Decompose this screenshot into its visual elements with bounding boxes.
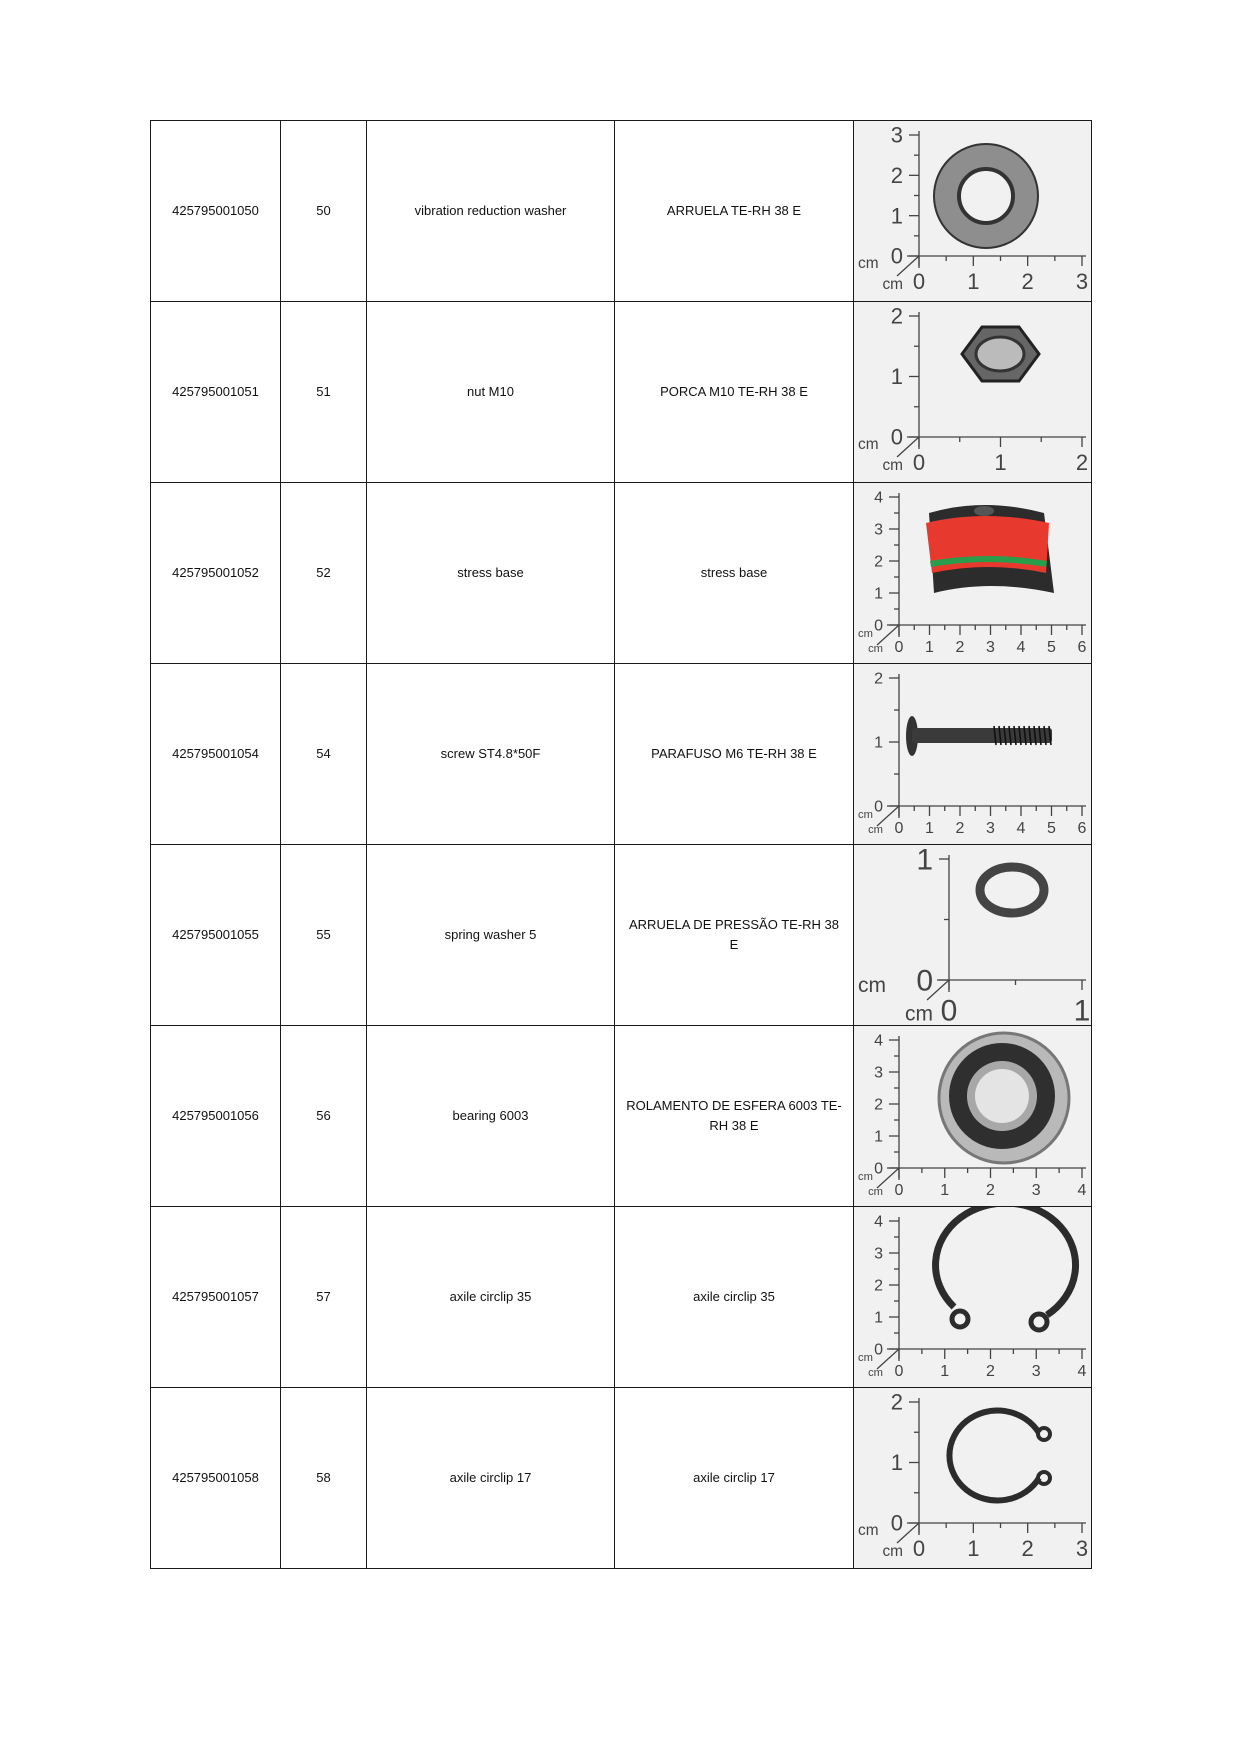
part-name-portuguese: ROLAMENTO DE ESFERA 6003 TE-RH 38 E	[626, 1098, 842, 1133]
scale-unit-label: cm	[858, 1352, 873, 1364]
scale-y-label: 0	[890, 424, 903, 450]
table-row	[151, 483, 1092, 664]
scale-x-label: 2	[1021, 268, 1034, 294]
part-name-english: axile circlip 17	[449, 1470, 532, 1485]
scale-y-label: 4	[874, 1213, 883, 1231]
table-row	[151, 1026, 1092, 1207]
table-row	[151, 302, 1092, 483]
part-name-english: stress base	[457, 565, 524, 580]
position-number-cell	[281, 121, 367, 302]
part-name-english: spring washer 5	[444, 927, 537, 942]
scale-unit-label: cm	[858, 628, 873, 640]
position-number: 52	[316, 565, 331, 580]
scale-x-label: 4	[1077, 1182, 1087, 1200]
part-name-portuguese-cell	[615, 1026, 854, 1207]
part-photo	[854, 845, 1091, 1025]
scale-x-label: 0	[912, 1535, 926, 1561]
part-photo	[854, 664, 1091, 844]
position-number-cell	[281, 664, 367, 845]
scale-x-label: 3	[986, 639, 995, 657]
scale-y-label: 2	[874, 553, 883, 571]
part-photo	[854, 121, 1091, 301]
part-name-english-cell	[367, 845, 615, 1026]
part-photo-cell	[854, 1207, 1092, 1388]
scale-y-label: 1	[916, 845, 933, 877]
scale-y-label: 0	[890, 243, 903, 269]
scale-unit-label: cm	[858, 1522, 879, 1539]
scale-unit-label: cm	[858, 255, 879, 272]
part-number-cell	[151, 664, 281, 845]
scale-y-label: 0	[874, 1341, 883, 1359]
scale-x-label: 2	[1075, 449, 1089, 475]
scale-y-label: 1	[874, 585, 883, 603]
scale-x-label: 0	[912, 268, 926, 294]
scale-x-label: 0	[912, 449, 926, 475]
part-name-portuguese: ARRUELA TE-RH 38 E	[666, 203, 802, 218]
part-name-portuguese: PORCA M10 TE-RH 38 E	[660, 384, 808, 399]
scale-x-label: 4	[1077, 1363, 1087, 1381]
scale-y-label: 4	[874, 1032, 883, 1050]
scale-x-label: 1	[994, 449, 1007, 475]
part-photo-cell	[854, 302, 1092, 483]
part-name-english-cell	[367, 483, 615, 664]
scale-y-label: 4	[874, 489, 883, 507]
stress-base-block-icon	[926, 505, 1054, 593]
part-name-english: axile circlip 35	[449, 1289, 532, 1304]
table-row	[151, 1207, 1092, 1388]
scale-x-label: 3	[1075, 268, 1089, 294]
position-number-cell	[281, 845, 367, 1026]
part-name-portuguese: axile circlip 35	[693, 1289, 775, 1304]
scale-x-label: 0	[894, 639, 904, 657]
scale-x-label: 1	[940, 1363, 950, 1381]
scale-x-label: 2	[986, 1182, 995, 1200]
scale-y-label: 1	[890, 364, 903, 390]
part-number: 425795001058	[172, 1470, 259, 1485]
scale-y-label: 3	[874, 521, 883, 539]
position-number: 56	[316, 1108, 331, 1123]
table-row	[151, 664, 1092, 845]
position-number: 54	[316, 746, 331, 761]
scale-x-label: 3	[1031, 1363, 1041, 1381]
part-name-english-cell	[367, 1026, 615, 1207]
position-number-cell	[281, 302, 367, 483]
part-photo	[854, 1026, 1091, 1206]
part-name-portuguese-cell	[615, 1207, 854, 1388]
scale-x-label: 2	[955, 820, 965, 838]
flat-washer-icon	[934, 144, 1038, 248]
scale-x-label: 4	[1016, 639, 1026, 657]
scale-y-label: 1	[890, 203, 903, 229]
scale-x-label: 1	[967, 268, 980, 294]
scale-unit-label: cm	[868, 824, 883, 837]
part-name-english: nut M10	[467, 384, 514, 399]
table-row	[151, 121, 1092, 302]
part-name-english-cell	[367, 1207, 615, 1388]
part-photo	[854, 1388, 1091, 1568]
scale-x-label: 1	[940, 1182, 950, 1200]
position-number: 57	[316, 1289, 331, 1304]
part-number: 425795001057	[172, 1289, 259, 1304]
part-name-english-cell	[367, 121, 615, 302]
scale-unit-label: cm	[868, 1186, 883, 1199]
part-name-portuguese: PARAFUSO M6 TE-RH 38 E	[651, 746, 817, 761]
position-number: 58	[316, 1470, 331, 1485]
scale-y-label: 2	[874, 1096, 883, 1114]
part-number: 425795001056	[172, 1108, 259, 1123]
scale-y-label: 3	[874, 1245, 883, 1263]
scale-unit-label: cm	[868, 643, 883, 656]
scale-x-label: 1	[1073, 994, 1091, 1025]
position-number-cell	[281, 1388, 367, 1569]
scale-y-label: 1	[874, 1128, 883, 1146]
position-number: 55	[316, 927, 331, 942]
part-name-english: bearing 6003	[452, 1108, 529, 1123]
part-number-cell	[151, 1207, 281, 1388]
part-name-english: screw ST4.8*50F	[440, 746, 541, 761]
scale-unit-label: cm	[858, 809, 873, 821]
part-number-cell	[151, 845, 281, 1026]
part-photo-cell	[854, 483, 1092, 664]
scale-x-label: 0	[894, 820, 904, 838]
part-number: 425795001051	[172, 384, 259, 399]
position-number-cell	[281, 1207, 367, 1388]
scale-x-label: 2	[955, 639, 965, 657]
part-name-english-cell	[367, 664, 615, 845]
scale-x-label: 3	[1075, 1535, 1089, 1561]
scale-x-label: 2	[986, 1363, 995, 1381]
scale-x-label: 1	[925, 820, 934, 838]
part-name-english-cell	[367, 302, 615, 483]
part-name-portuguese: axile circlip 17	[693, 1470, 775, 1485]
scale-x-label: 5	[1047, 639, 1056, 657]
scale-x-label: 4	[1016, 820, 1026, 838]
part-photo	[854, 302, 1091, 482]
scale-y-label: 1	[874, 1309, 883, 1327]
scale-unit-label: cm	[905, 1002, 933, 1025]
part-number-cell	[151, 121, 281, 302]
position-number-cell	[281, 483, 367, 664]
part-number-cell	[151, 1388, 281, 1569]
scale-y-label: 2	[890, 303, 903, 329]
scale-x-label: 2	[1021, 1535, 1034, 1561]
scale-x-label: 6	[1077, 820, 1087, 838]
part-photo	[854, 483, 1091, 663]
part-number: 425795001054	[172, 746, 259, 761]
scale-x-label: 3	[1031, 1182, 1041, 1200]
table-row	[151, 1388, 1092, 1569]
scale-y-label: 0	[874, 798, 883, 816]
part-name-portuguese: ARRUELA DE PRESSÃO TE-RH 38 E	[629, 917, 839, 952]
part-number: 425795001055	[172, 927, 259, 942]
part-photo-cell	[854, 845, 1092, 1026]
part-photo-cell	[854, 664, 1092, 845]
scale-unit-label: cm	[858, 436, 879, 453]
scale-x-label: 0	[894, 1182, 904, 1200]
part-photo-cell	[854, 1388, 1092, 1569]
ball-bearing-icon	[939, 1033, 1069, 1163]
scale-unit-label: cm	[882, 456, 903, 474]
scale-y-label: 0	[916, 964, 933, 998]
scale-y-label: 1	[874, 734, 883, 752]
part-name-portuguese-cell	[615, 121, 854, 302]
position-number-cell	[281, 1026, 367, 1207]
scale-y-label: 2	[874, 1277, 883, 1295]
scale-unit-label: cm	[882, 1542, 903, 1560]
scale-x-label: 0	[894, 1363, 904, 1381]
scale-y-label: 3	[874, 1064, 883, 1082]
position-number: 51	[316, 384, 331, 399]
part-photo-cell	[854, 1026, 1092, 1207]
part-name-portuguese-cell	[615, 483, 854, 664]
scale-x-label: 1	[967, 1535, 980, 1561]
position-number: 50	[316, 203, 331, 218]
part-name-portuguese: stress base	[700, 565, 768, 580]
part-name-english-cell	[367, 1388, 615, 1569]
scale-unit-label: cm	[868, 1367, 883, 1380]
scale-y-label: 2	[890, 1389, 903, 1415]
scale-y-label: 0	[874, 1160, 883, 1178]
scale-unit-label: cm	[882, 275, 903, 293]
part-number: 425795001052	[172, 565, 259, 580]
part-photo-cell	[854, 121, 1092, 302]
scale-y-label: 1	[890, 1450, 903, 1476]
part-number-cell	[151, 302, 281, 483]
scale-x-label: 3	[986, 820, 995, 838]
scale-y-label: 2	[874, 670, 883, 688]
part-photo	[854, 1207, 1091, 1387]
scale-x-label: 0	[940, 994, 958, 1025]
scale-y-label: 0	[890, 1510, 903, 1536]
part-name-english: vibration reduction washer	[414, 203, 567, 218]
table-row	[151, 845, 1092, 1026]
part-name-portuguese-cell	[615, 1388, 854, 1569]
part-name-portuguese-cell	[615, 302, 854, 483]
scale-y-label: 0	[874, 617, 883, 635]
part-name-portuguese-cell	[615, 845, 854, 1026]
scale-y-label: 3	[890, 122, 903, 148]
scale-x-label: 5	[1047, 820, 1056, 838]
part-number: 425795001050	[172, 203, 259, 218]
scale-x-label: 6	[1077, 639, 1087, 657]
part-name-portuguese-cell	[615, 664, 854, 845]
scale-unit-label: cm	[858, 974, 886, 997]
parts-table	[150, 120, 1092, 1569]
part-number-cell	[151, 483, 281, 664]
scale-x-label: 1	[925, 639, 934, 657]
parts-table-body	[151, 121, 1092, 1569]
part-number-cell	[151, 1026, 281, 1207]
scale-y-label: 2	[890, 163, 903, 189]
scale-unit-label: cm	[858, 1171, 873, 1183]
